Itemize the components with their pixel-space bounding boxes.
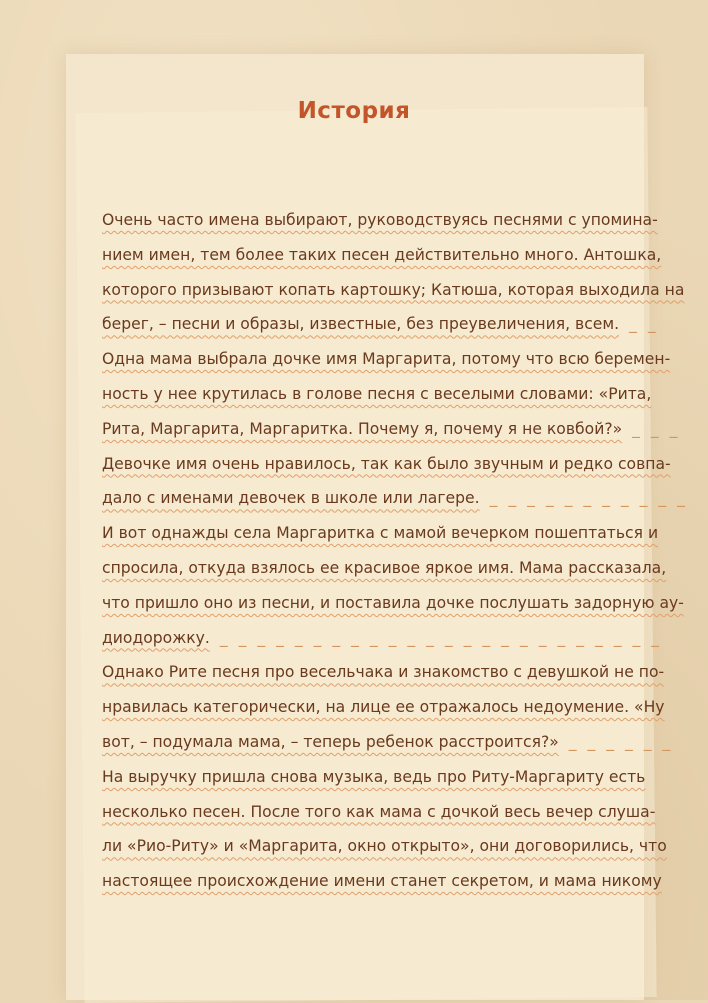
- text-line: [102, 655, 665, 690]
- text-line-content: что пришло оно из песни, и поставила дочке послушать задорную ау-: [102, 593, 684, 612]
- text-line: [102, 551, 667, 586]
- text-line-content: На выручку пришла снова музыка, ведь про Риту-Маргариту есть: [102, 767, 646, 786]
- text-line-content: вот, – подумала мама, – теперь ребенок расстроится?»: [102, 732, 559, 751]
- text-line-content: диодорожку.: [102, 628, 210, 647]
- text-line-content: настоящее происхождение имени станет секретом, и мама никому: [102, 872, 662, 891]
- page-title: История: [297, 98, 411, 124]
- text-line-content: берег, – песни и образы, известные, без преувеличения, всем.: [102, 315, 620, 334]
- story-text: [102, 203, 688, 899]
- text-line-content: Очень часто имена выбирают, руководствуясь песнями с упомина-: [102, 211, 658, 229]
- text-line: [102, 795, 656, 830]
- text-line: [102, 203, 658, 238]
- text-line: [102, 307, 659, 342]
- text-line-content: ли «Рио-Риту» и «Маргарита, окно открыто», они договорились, что: [102, 837, 667, 856]
- text-line: [102, 447, 671, 482]
- text-line: [102, 621, 663, 656]
- text-line: [102, 481, 688, 516]
- text-line-content: Рита, Маргарита, Маргаритка. Почему я, почему я не ковбой?»: [102, 419, 623, 438]
- text-line-content: которого призывают копать картошку; Катюша, которая выходила на: [102, 280, 685, 299]
- paragraph-end-dashes: _ _ _ _ _ _: [568, 732, 674, 751]
- text-line: [102, 760, 646, 795]
- text-line-content: Однако Рите песня про весельчака и знакомство с девушкой не по-: [102, 663, 665, 682]
- text-line-content: Одна мама выбрала дочке имя Маргарита, потому что всю беремен-: [102, 350, 671, 369]
- text-line: [102, 412, 681, 447]
- text-line: [102, 377, 652, 412]
- text-line-content: Девочке имя очень нравилось, так как было звучным и редко совпа-: [102, 454, 671, 473]
- paragraph-end-dashes: _ _ _ _ _ _ _ _ _ _ _ _ _ _ _ _ _ _ _ _ _ _ _ _: [219, 628, 663, 647]
- text-line-content: И вот однажды села Маргаритка с мамой вечерком пошептаться и: [102, 524, 659, 543]
- text-line: [102, 238, 662, 273]
- text-line-content: дало с именами девочек в школе или лагере.: [102, 489, 480, 508]
- text-line: [102, 516, 659, 551]
- paragraph-end-dashes: _ _: [629, 315, 659, 334]
- text-line-content: ность у нее крутилась в голове песня с веселыми словами: «Рита,: [102, 384, 652, 403]
- text-line: [102, 586, 684, 621]
- text-line: [102, 342, 671, 377]
- text-line-content: нравилась категорически, на лице ее отражалось недоумение. «Ну: [102, 698, 665, 717]
- text-line-content: нием имен, тем более таких песен действительно много. Антошка,: [102, 245, 662, 264]
- paragraph-end-dashes: _ _ _: [632, 419, 681, 438]
- text-line: [102, 690, 665, 725]
- text-line-content: спросила, откуда взялось ее красивое яркое имя. Мама рассказала,: [102, 558, 667, 577]
- text-line: [102, 273, 685, 308]
- paragraph-end-dashes: _ _ _ _ _ _ _ _ _ _ _: [489, 489, 688, 508]
- text-line: [102, 829, 667, 864]
- text-line-content: несколько песен. После того как мама с дочкой весь вечер слуша-: [102, 802, 656, 821]
- text-line: [102, 725, 674, 760]
- text-line: [102, 864, 662, 899]
